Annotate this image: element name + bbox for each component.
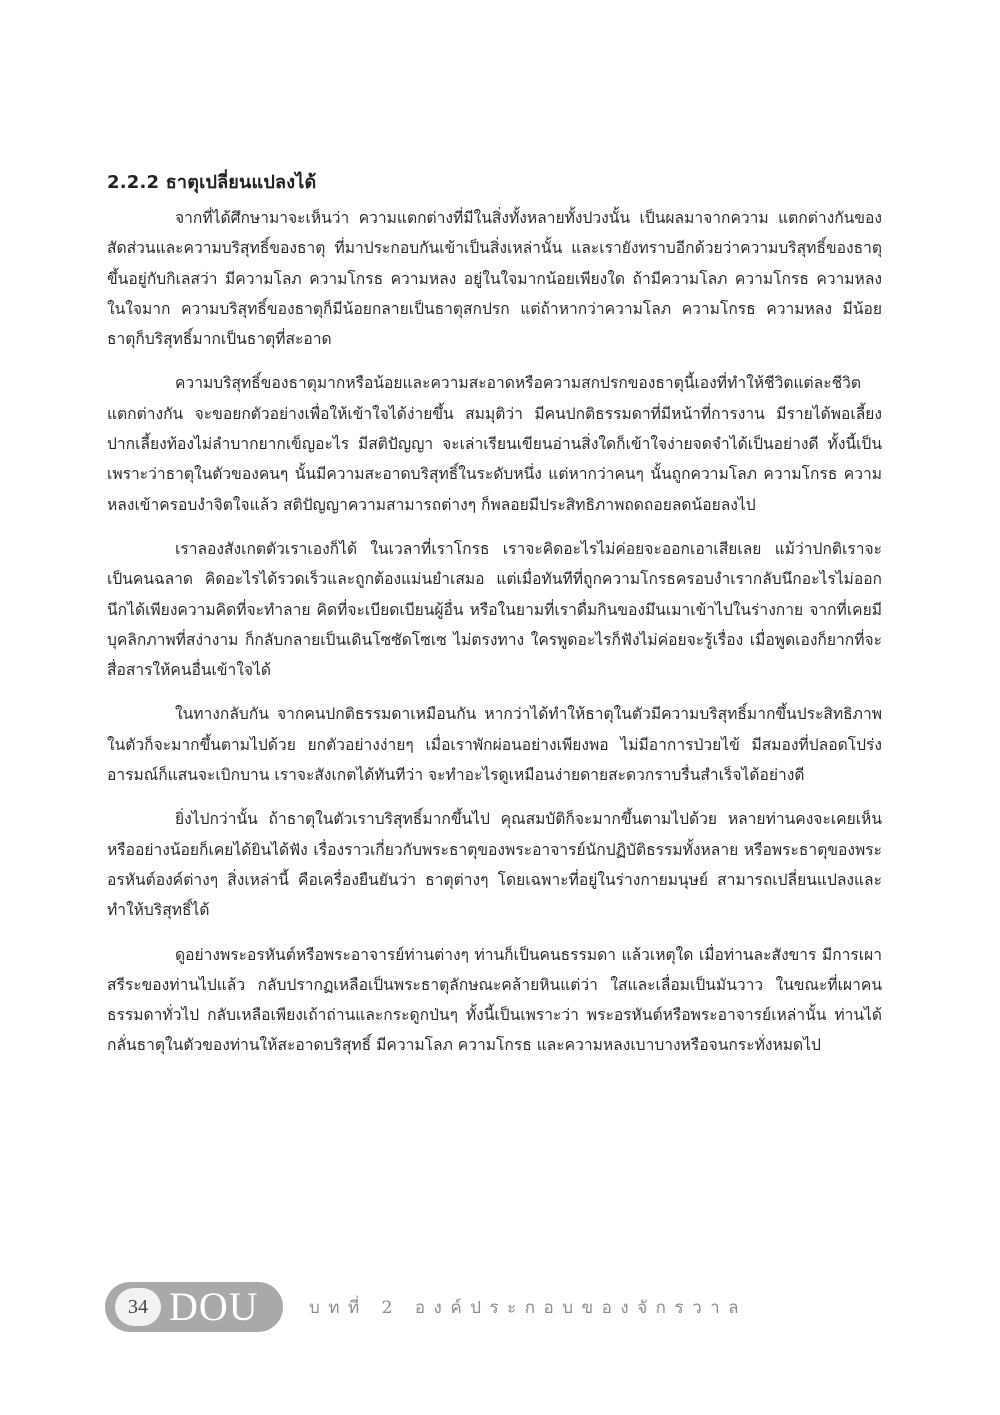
paragraph-5: ยิ่งไปกว่านั้น ถ้าธาตุในตัวเราบริสุทธิ์มากขึ้นไป คุณสมบัติก็จะมากขึ้นตามไปด้วย หลายท่านคงจะเคยเห็น หรืออย่างน้อยก็เคยได้ยินได้ฟัง เรื่องราวเกี่ยวกับพระธาตุของพระอาจารย์นักปฏิบัติธรรมทั้งหลาย หรือพระธาตุของพระอรหันต์องค์ต่างๆ สิ่งเหล่านี้ คือเครื่องยืนยันว่า ธาตุต่างๆ โดยเฉพาะที่อยู่ในร่างกายมนุษย์ สามารถเปลี่ยนแปลงและทำให้บริสุทธิ์ได้ <box>107 810 882 920</box>
paragraph-4: ในทางกลับกัน จากคนปกติธรรมดาเหมือนกัน หากว่าได้ทำให้ธาตุในตัวมีความบริสุทธิ์มากขึ้นประสิทธิภาพในตัวก็จะมากขึ้นตามไปด้วย ยกตัวอย่างง่ายๆ เมื่อเราพักผ่อนอย่างเพียงพอ ไม่มีอาการป่วยไข้ มีสมองที่ปลอดโปร่ง อารมณ์ก็แสนจะเบิกบาน เราจะสังเกตได้ทันทีว่า จะทำอะไรดูเหมือนง่ายดายสะดวกราบรื่นสำเร็จได้อย่างดี <box>107 705 882 785</box>
paragraph-1: จากที่ได้ศึกษามาจะเห็นว่า ความแตกต่างที่มีในสิ่งทั้งหลายทั้งปวงนั้น เป็นผลมาจากความ แตกต่างกันของสัดส่วนและความบริสุทธิ์ของธาตุ ที่มาประกอบกันเข้าเป็นสิ่งเหล่านั้น และเรายังทราบอีกด้วยว่าความบริสุทธิ์ของธาตุ ขึ้นอยู่กับกิเลสว่า มีความโลภ ความโกรธ ความหลง อยู่ในใจมากน้อยเพียงใด ถ้ามีความโลภ ความโกรธ ความหลงในใจมาก ความบริสุทธิ์ของธาตุก็มีน้อยกลายเป็นธาตุสกปรก แต่ถ้าหากว่าความโลภ ความโกรธ ความหลง มีน้อย ธาตุก็บริสุทธิ์มากเป็นธาตุที่สะอาด <box>107 209 882 349</box>
footer-badge <box>105 1282 283 1332</box>
paragraph-6: ดูอย่างพระอรหันต์หรือพระอาจารย์ท่านต่างๆ ท่านก็เป็นคนธรรมดา แล้วเหตุใด เมื่อท่านละสังขาร มีการเผาสรีระของท่านไปแล้ว กลับปรากฏเหลือเป็นพระธาตุลักษณะคล้ายหินแต่ว่า ใสและเลื่อมเป็นมันวาว ในขณะที่เผาคนธรรมดาทั่วไป กลับเหลือเพียงเถ้าถ่านและกระดูกป่นๆ ทั้งนี้เป็นเพราะว่า พระอรหันต์หรือพระอาจารย์เหล่านั้น ท่านได้กลั่นธาตุในตัวของท่านให้สะอาดบริสุทธิ์ มีความโลภ ความโกรธ และความหลงเบาบางหรือจนกระทั่งหมดไป <box>107 945 882 1055</box>
paragraph-3: เราลองสังเกตตัวเราเองก็ได้ ในเวลาที่เราโกรธ เราจะคิดอะไรไม่ค่อยจะออกเอาเสียเลย แม้ว่าปกติเราจะเป็นคนฉลาด คิดอะไรได้รวดเร็วและถูกต้องแม่นยำเสมอ แต่เมื่อทันทีที่ถูกความโกรธครอบงำเรากลับนึกอะไรไม่ออก นึกได้เพียงความคิดที่จะทำลาย คิดที่จะเบียดเบียนผู้อื่น หรือในยามที่เราดื่มกินของมึนเมาเข้าไปในร่างกาย จากที่เคยมีบุคลิกภาพที่สง่างาม ก็กลับกลายเป็นเดินโซซัดโซเซ ไม่ตรงทาง ใครพูดอะไรก็ฟังไม่ค่อยจะรู้เรื่อง เมื่อพูดเองก็ยากที่จะสื่อสารให้คนอื่นเข้าใจได้ <box>107 539 882 680</box>
paragraph-2: ความบริสุทธิ์ของธาตุมากหรือน้อยและความสะอาดหรือความสกปรกของธาตุนี้เองที่ทำให้ชีวิตแต่ละชีวิตแตกต่างกัน จะขอยกตัวอย่างเพื่อให้เข้าใจได้ง่ายขึ้น สมมุติว่า มีคนปกติธรรมดาที่มีหน้าที่การงาน มีรายได้พอเลี้ยงปากเลี้ยงท้องไม่ลำบากยากเข็ญอะไร มีสติปัญญา จะเล่าเรียนเขียนอ่านสิ่งใดก็เข้าใจง่ายจดจำได้เป็นอย่างดี ทั้งนี้เป็นเพราะว่าธาตุในตัวของคนๆ นั้นมีความสะอาดบริสุทธิ์ในระดับหนึ่ง แต่หากว่าคนๆ นั้นถูกความโลภ ความโกรธ ความหลงเข้าครอบงำจิตใจแล้ว สติปัญญาความสามารถต่างๆ ก็พลอยมีประสิทธิภาพถดถอยลดน้อยลงไป <box>107 374 882 514</box>
page-number: 34 <box>115 1288 161 1326</box>
page-footer <box>105 1282 747 1332</box>
body-text <box>107 203 882 1075</box>
brand-logo: DOU <box>169 1284 259 1329</box>
section-heading: 2.2.2 ธาตุเปลี่ยนแปลงได้ <box>107 172 317 193</box>
chapter-title: บทที่ 2 องค์ประกอบของจักรวาล <box>309 1297 748 1318</box>
